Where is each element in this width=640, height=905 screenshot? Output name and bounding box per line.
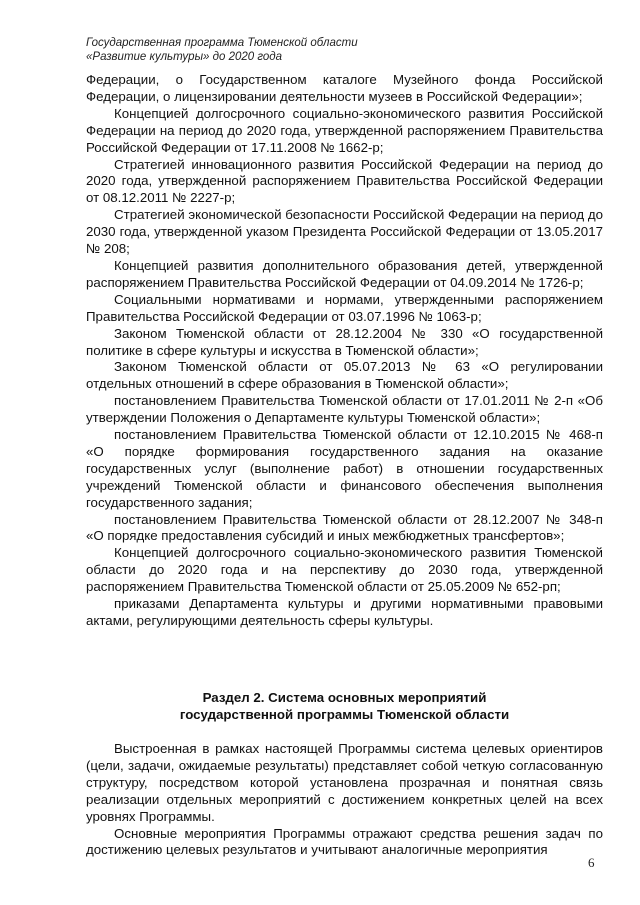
body-text [86, 72, 603, 630]
section-title-line-2: государственной программы Тюменской области [179, 706, 510, 722]
paragraph: Социальными нормативами и нормами, утвержденными распоряжением Правительства Российской Федерации от 03.07.1996 № 1063-р; [86, 291, 603, 324]
paragraph: Стратегией экономической безопасности Российской Федерации на период до 2030 года, утвержденной указом Президента Российской Федерации от 13.05.2017 № 208; [86, 207, 603, 257]
paragraph: постановлением Правительства Тюменской области от 28.12.2007 № 348-п «О порядке предоставления субсидий и иных межбюджетных трансфертов»; [86, 511, 603, 544]
paragraph: Стратегией инновационного развития Российской Федерации на период до 2020 года, утвержденной распоряжением Правительства Российской Федерации от 08.12.2011 № 2227-р; [86, 156, 603, 206]
section-title-line-1: Раздел 2. Система основных мероприятий [202, 690, 487, 705]
paragraph: Основные мероприятия Программы отражают средства решения задач по достижению целевых результатов и учитывают аналогичные мероприятия [86, 825, 603, 858]
paragraph: Выстроенная в рамках настоящей Программы система целевых ориентиров (цели, задачи, ожидаемые результаты) представляет собой четкую согласованную структуру, посредством которой установлена прозрачная и понятная связь реализации отдельных мероприятий с достижением конкретных целей на всех уровнях Программы. [86, 741, 603, 824]
header-line-2: «Развитие культуры» до 2020 года [86, 51, 283, 63]
section-heading [86, 690, 603, 724]
running-header [86, 36, 358, 64]
paragraph: постановлением Правительства Тюменской области от 17.01.2011 № 2-п «Об утверждении Положения о Департаменте культуры Тюменской области»; [86, 393, 603, 426]
section-body-text [86, 741, 603, 859]
page-number: 6 [588, 855, 595, 870]
paragraph: Концепцией долгосрочного социально-экономического развития Тюменской области до 2020 года и на перспективу до 2030 года, утвержденной распоряжением Правительства Тюменской области от 25.05.2009 № 652-рп; [86, 545, 603, 595]
paragraph: Концепцией долгосрочного социально-экономического развития Российской Федерации на период до 2020 года, утвержденной распоряжением Правительства Российской Федерации от 17.11.2008 № 1662-р; [86, 105, 603, 155]
paragraph: Концепцией развития дополнительного образования детей, утвержденной распоряжением Правительства Российской Федерации от 04.09.2014 № 1726-р; [86, 257, 603, 290]
paragraph: Законом Тюменской области от 28.12.2004 № 330 «О государственной политике в сфере культуры и искусства в Тюменской области»; [86, 325, 603, 358]
header-line-1: Государственная программа Тюменской области [86, 37, 358, 49]
paragraph: приказами Департамента культуры и другими нормативными правовыми актами, регулирующими деятельность сферы культуры. [86, 596, 603, 628]
paragraph: Федерации, о Государственном каталоге Музейного фонда Российской Федерации, о лицензировании деятельности музеев в Российской Федерации»; [86, 72, 603, 104]
paragraph: постановлением Правительства Тюменской области от 12.10.2015 № 468-п «О порядке формирования государственного задания на оказание государственных услуг (выполнение работ) в отношении государственных учреждений Тюменской области и финансового обеспечения выполнения государственного задания; [86, 427, 603, 510]
paragraph: Законом Тюменской области от 05.07.2013 № 63 «О регулировании отдельных отношений в сфере образования в Тюменской области»; [86, 359, 603, 392]
